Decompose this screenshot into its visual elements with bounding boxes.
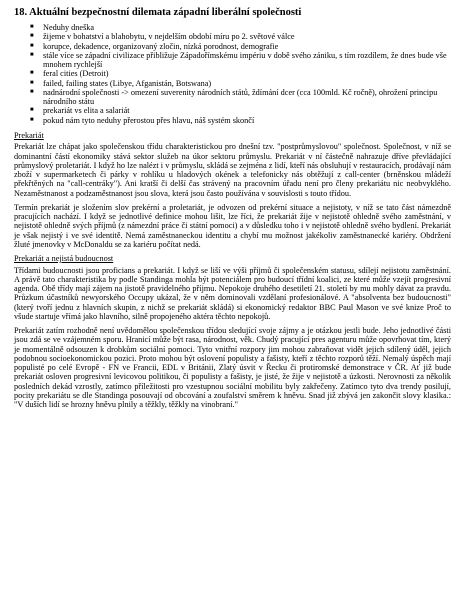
section-title-prekariat: Prekariát [14,130,44,140]
bullet-item: ■ feral cities (Detroit) [43,69,451,78]
bullet-item: ■ korupce, dekadence, organizovaný zločin, nízká porodnost, demografie [43,42,451,51]
section-paragraph: Třídami budoucnosti jsou proficians a prekariát. I když se liší ve výši příjmů či společenském statusu, sdílejí nejistotu zaměstnání. A právě tato charakteristika by podle Standinga mohla být potenciálem pro budoucí třídní koalici, ze které může vzejít progresivní agenda. Obě třídy mají zájem na jistotě pravidelného příjmu. Nepokoje druhého desetiletí 21. století by mu mohly dávat za pravdu. Průzkum účastníků newyorského Occupy ukázal, že v něm dominovali vzdělaní profesionálové. A "absolventa bez budoucnosti" (který tvoří jednu z hlavních skupin, z nichž se prekariát skládá) si ekonomický redaktor BBC Paul Mason ve své knize Proč to všude startuje vřímá jako hlavního, silně propojeného aktéra těchto nepokojů. [14,265,451,321]
bullet-item: ■ prekariát vs elita a salariát [43,106,451,115]
bullet-item: ■ failed, failing states (Libye, Afganistán, Botswana) [43,79,451,88]
bullet-item: ■ nadnárodní společnosti -> omezení suverenity národních států, ždímání dcer (cca 100mld. Kč ročně), ohrožení principu národního státu [43,88,451,107]
document-heading: 18. Aktuální bezpečnostní dilemata západní liberální společnosti [14,7,302,18]
section-paragraph: Termín prekariát je složením slov prekérní a proletariát, je odvozen od prekérní situace a nejistoty, v níž se tato část námezdně pracujících nachází. I když se jednotlivé definice mohou lišit, lze říci, že prekariát žije v nejistotě ohledně svého zaměstnání, v nejistotě ohledně svých příjmů (z námezdní práce či státní pomoci) a v důsledku toho i v nejistotě ohledně svého bydlení. Prekariát je však nejistý i ve své identitě. Nemá zaměstnaneckou identitu a chybí mu možnost jakékoliv zaměstnanecké kariéry. Obdržení žluté jmenovky v McDonaldu se za kariéru počítat nedá. [14,202,451,249]
bullet-list [14,23,451,125]
section-paragraph: Prekariát zatím rozhodně není uvědomělou společenskou třídou sledující svoje zájmy a je otázkou jestli bude. Jeho jednotlivé části jsou zdá se ve vzájemném sporu. Hranicí může být rasa, národnost, věk. Chudý pracující pres agenturu může opovrhovat tím, který je momentálně odsouzen k drobkům sociální pomoci. Tyto vnitřní rozpory jim mohou zabraňovat vidět jejich sdílený úděl, jejich podobnou socioekonomickou pozici. Proto mohou být oslovení populisty a fašisty, kteří z těchto rozporů těží. Nemalý úspěch mají populisté po celé Evropě - FN ve Francii, EDL v Británii, Zlatý úsvit v Řecku či protiromské demonstrace v ČR. Ať již bude prekariát osloven progresivní levicovou politikou, či populisty a fašisty, je jisté, že žije v nejistotě a úzkosti. Nerovnosti za několik posledních dekád vzrostly, zatímco příležitosti pro vzestupnou sociální mobilitu byly zakřečeny. Zatímco tyto dva trendy posilují, pocity prekariátu se dle Standinga posouvají od obcování a zoufalství směrem k hněvu. Snad již zbývá jen zakončit slovy klasika.: "V duších lidí se hrozny hněvu plnily a těžkly, těžkly na vinobraní." [14,326,451,409]
bullet-item: ■ Neduhy dneška [43,23,451,32]
bullet-item: ■ pokud nám tyto neduhy přerostou přes hlavu, náš systém skončí [43,116,451,125]
section-title-nejista-budoucnost: Prekariát a nejistá budoucnost [14,254,114,263]
bullet-item: ■ stále více se západní civilizace přibližuje Západořímskému impériu v době svého zániku, s tím rozdílem, že dnes bude vše mnohem rychlejší [43,51,451,70]
bullet-item: ■ žijeme v bohatství a blahobytu, v nejdelším období míru po 2. světové válce [43,32,451,41]
section-paragraph: Prekariát lze chápat jako společenskou třídu charakteristickou pro dnešní tzv. "postprůmyslovou" společnost. Společnost, v níž se dominantní částí ekonomiky stává sektor služeb na úkor sektoru průmyslu. Prekariát v ní částečně nahrazuje dříve převládající průmyslový proletariát. I když ho lze nalézt i v průmyslu, skládá se zejména z lidí, kteří nás obsluhují v restauracích, prodávají nám zboží v supermarketech či párky v rohlíku u hladových okének a telefonicky nás obtěžují z call-center (brněnskou mládeží překřtěných na "call-centráky"). Ani kratší či delší čas strávený na pracovním úřadu není pro členy prekariátu nic neobvyklého. Nezaměstnanost a podzaměstnanost jsou slova, která jsou často používána v souvislosti s touto třídou. [14,142,451,198]
